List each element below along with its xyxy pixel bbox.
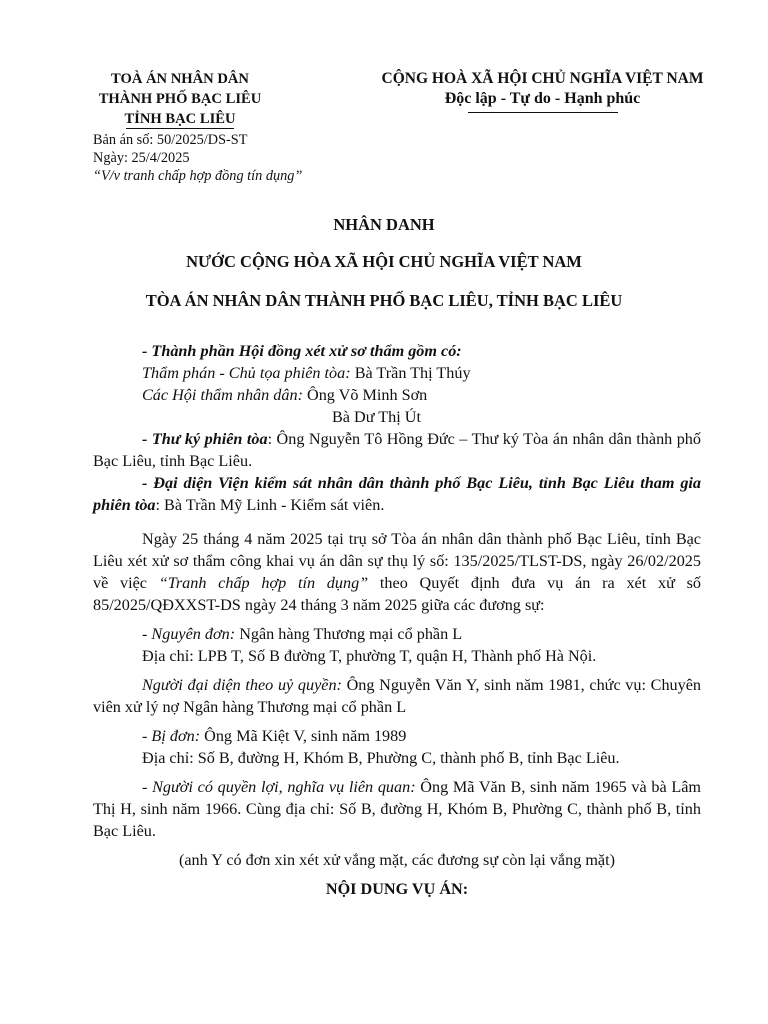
plaintiff-line xyxy=(93,623,701,645)
attendance-note: (anh Y có đơn xin xét xử vắng mặt, các đương sự còn lại vắng mặt) xyxy=(178,851,616,869)
court-line-3: TỈNH BẠC LIÊU xyxy=(124,111,236,127)
court-line-2: THÀNH PHỐ BẠC LIÊU xyxy=(98,91,262,107)
plaintiff-address: Địa chỉ: LPB T, Số B đường T, phường T, quận H, Thành phố Hà Nội. xyxy=(142,647,597,665)
defendant-address: Địa chỉ: Số B, đường H, Khóm B, Phường C, thành phố B, tỉnh Bạc Liêu. xyxy=(142,749,620,767)
related-party-paragraph xyxy=(93,776,701,842)
court-line-1: TOÀ ÁN NHÂN DÂN xyxy=(111,71,249,87)
case-number: Bản án số: 50/2025/DS-ST xyxy=(93,132,248,148)
procurator-text: : Bà Trần Mỹ Linh - Kiểm sát viên. xyxy=(155,496,385,514)
procurator-label: - Đại diện Viện kiểm sát nhân dân thành phố Bạc Liêu, tỉnh Bạc Liêu tham gia phiên tòa xyxy=(93,474,701,514)
motto-rule xyxy=(468,112,618,113)
defendant-name: Ông Mã Kiệt V, sinh năm 1989 xyxy=(200,727,407,745)
intro-case-type: “Tranh chấp hợp tín dụng” xyxy=(158,574,369,592)
procurator-paragraph xyxy=(93,472,701,516)
court-title: TÒA ÁN NHÂN DÂN THÀNH PHỐ BẠC LIÊU, TỈNH BẠC LIÊU xyxy=(145,291,623,310)
court-header xyxy=(80,69,280,129)
related-party-text: Ông Mã Văn B, sinh năm 1965 và bà Lâm Thị H, sinh năm 1966. Cùng địa chỉ: Số B, đường H, Khóm B, Phường C, thành phố B, tỉnh Bạc Liêu. xyxy=(93,778,701,840)
nation-title: CỘNG HOÀ XÃ HỘI CHỦ NGHĨA VIỆT NAM xyxy=(381,70,704,87)
judgment-body xyxy=(93,340,701,900)
nation-header xyxy=(340,69,745,113)
defendant-label: - Bị đơn: xyxy=(142,727,201,745)
representative-text: Ông Nguyễn Văn Y, sinh năm 1981, chức vụ: Chuyên viên xử lý nợ Ngân hàng Thương mại cổ phần L xyxy=(93,676,701,716)
judge-name: Bà Trần Thị Thúy xyxy=(350,364,471,382)
nation-motto: Độc lập - Tự do - Hạnh phúc xyxy=(444,90,641,107)
in-name-title: NHÂN DANH xyxy=(333,215,435,234)
intro-part-2: theo Quyết định đưa vụ án ra xét xử số 85/2025/QĐXXST-DS ngày 24 tháng 3 năm 2025 giữa các đương sự: xyxy=(93,574,701,614)
judgment-date: Ngày: 25/4/2025 xyxy=(93,150,190,166)
intro-part-1: Ngày 25 tháng 4 năm 2025 tại trụ sở Tòa án nhân dân thành phố Bạc Liêu, tỉnh Bạc Liêu xét xử sơ thẩm công khai vụ án dân sự thụ lý số: 135/2025/TLST-DS, ngày 26/02/2025 về việc xyxy=(93,530,701,592)
related-party-label: - Người có quyền lợi, nghĩa vụ liên quan: xyxy=(142,778,416,796)
assessor-1: Ông Võ Minh Sơn xyxy=(302,386,428,404)
clerk-paragraph xyxy=(93,428,701,472)
judge-label: Thẩm phán - Chủ tọa phiên tòa: xyxy=(142,364,351,382)
case-meta xyxy=(93,131,302,185)
case-subject: “V/v tranh chấp hợp đồng tín dụng” xyxy=(93,168,303,184)
assessor-2: Bà Dư Thị Út xyxy=(332,408,421,426)
judge-line xyxy=(93,362,701,384)
clerk-text: : Ông Nguyễn Tô Hồng Đức – Thư ký Tòa án nhân dân thành phố Bạc Liêu, tỉnh Bạc Liêu. xyxy=(93,430,701,470)
plaintiff-name: Ngân hàng Thương mại cổ phần L xyxy=(235,625,463,643)
representative-paragraph xyxy=(93,674,701,718)
assessors-label: Các Hội thẩm nhân dân: xyxy=(142,386,303,404)
republic-title: NƯỚC CỘNG HÒA XÃ HỘI CHỦ NGHĨA VIỆT NAM xyxy=(186,252,582,271)
panel-heading: - Thành phần Hội đồng xét xử sơ thẩm gồm có: xyxy=(142,342,462,360)
assessors-line xyxy=(93,384,701,406)
intro-paragraph xyxy=(93,528,701,616)
representative-label: Người đại diện theo uỷ quyền: xyxy=(142,676,342,694)
case-content-heading: NỘI DUNG VỤ ÁN: xyxy=(325,880,469,898)
plaintiff-label: - Nguyên đơn: xyxy=(142,625,236,643)
clerk-label: - Thư ký phiên tòa xyxy=(142,430,268,448)
defendant-line xyxy=(93,725,701,747)
